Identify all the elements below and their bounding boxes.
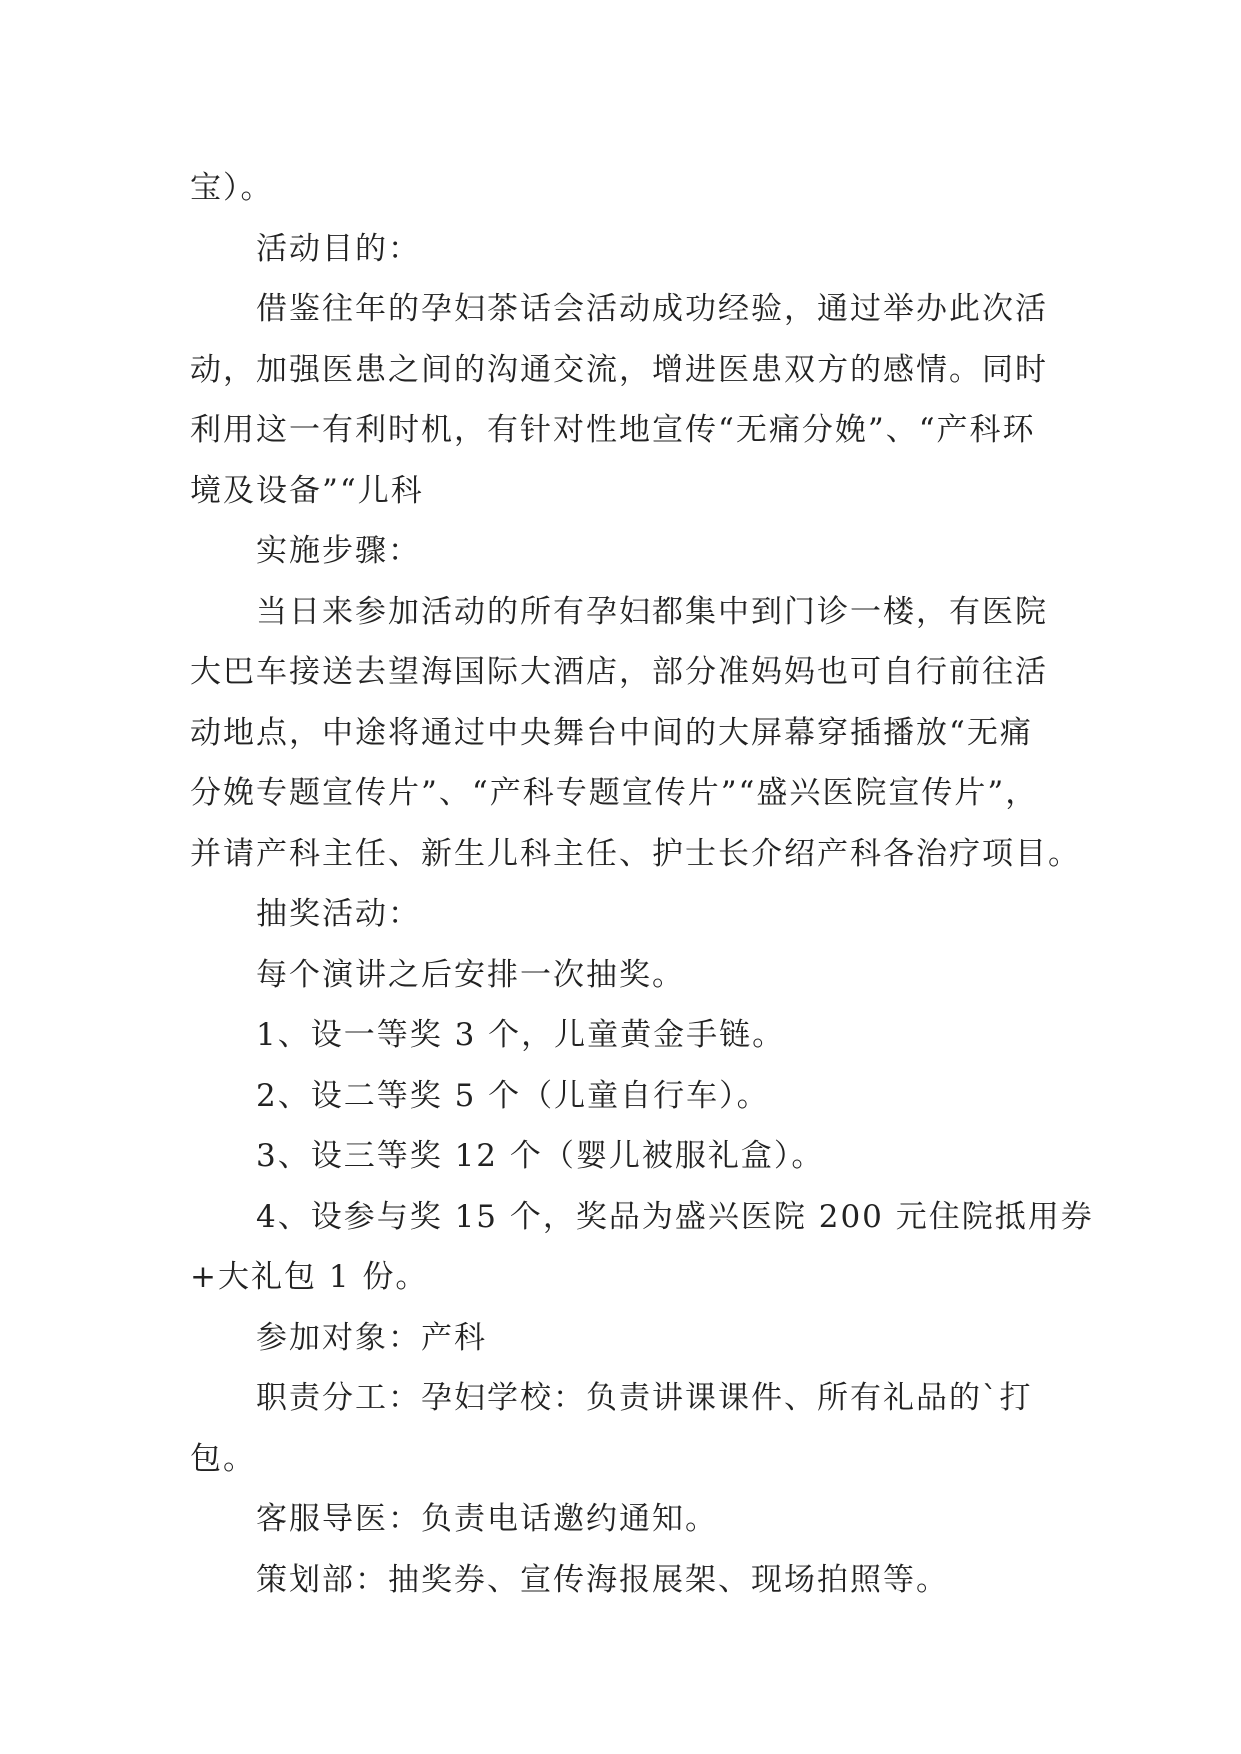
text-line: 动，加强医患之间的沟通交流，增进医患双方的感情。同时 <box>190 351 1048 388</box>
text-line: 大巴车接送去望海国际大酒店，部分准妈妈也可自行前往活 <box>190 654 1048 690</box>
text-line: 分娩专题宣传片”、“产科专题宣传片”“盛兴医院宣传片”， <box>190 775 1039 811</box>
text-line: 当日来参加活动的所有孕妇都集中到门诊一楼，有医院 <box>256 593 1048 630</box>
responsibility-line: 客服导医：负责电话邀约通知。 <box>256 1501 718 1537</box>
text-line: 动地点，中途将通过中央舞台中间的大屏幕穿插播放“无痛 <box>190 714 1033 751</box>
text-line: 包。 <box>190 1440 256 1477</box>
section-heading-steps: 实施步骤： <box>256 533 421 569</box>
responsibility-line: 职责分工：孕妇学校：负责讲课课件、所有礼品的`打 <box>256 1380 1033 1416</box>
text-line: 每个演讲之后安排一次抽奖。 <box>256 956 685 993</box>
text-line: 并请产科主任、新生儿科主任、护士长介绍产科各治疗项目。 <box>190 835 1081 872</box>
text-line: 境及设备”“儿科 <box>190 472 424 509</box>
participants-line: 参加对象：产科 <box>256 1319 487 1356</box>
prize-item: 4、设参与奖 15 个，奖品为盛兴医院 200 元住院抵用券 <box>256 1198 1094 1235</box>
text-line: 借鉴往年的孕妇茶话会活动成功经验，通过举办此次活 <box>256 291 1048 327</box>
prize-item: 3、设三等奖 12 个（婴儿被服礼盒）。 <box>256 1138 825 1174</box>
document-body <box>190 158 1094 1610</box>
section-heading-purpose: 活动目的： <box>256 230 421 267</box>
prize-item: 1、设一等奖 3 个，儿童黄金手链。 <box>256 1017 786 1053</box>
text-line: 利用这一有利时机，有针对性地宣传“无痛分娩”、“产科环 <box>190 412 1036 448</box>
prize-item: 2、设二等奖 5 个（儿童自行车）。 <box>256 1077 770 1114</box>
section-heading-lottery: 抽奖活动： <box>256 896 421 932</box>
text-line: 宝）。 <box>190 170 274 206</box>
text-line: +大礼包 1 份。 <box>190 1259 429 1295</box>
responsibility-line: 策划部：抽奖券、宣传海报展架、现场拍照等。 <box>256 1561 949 1598</box>
